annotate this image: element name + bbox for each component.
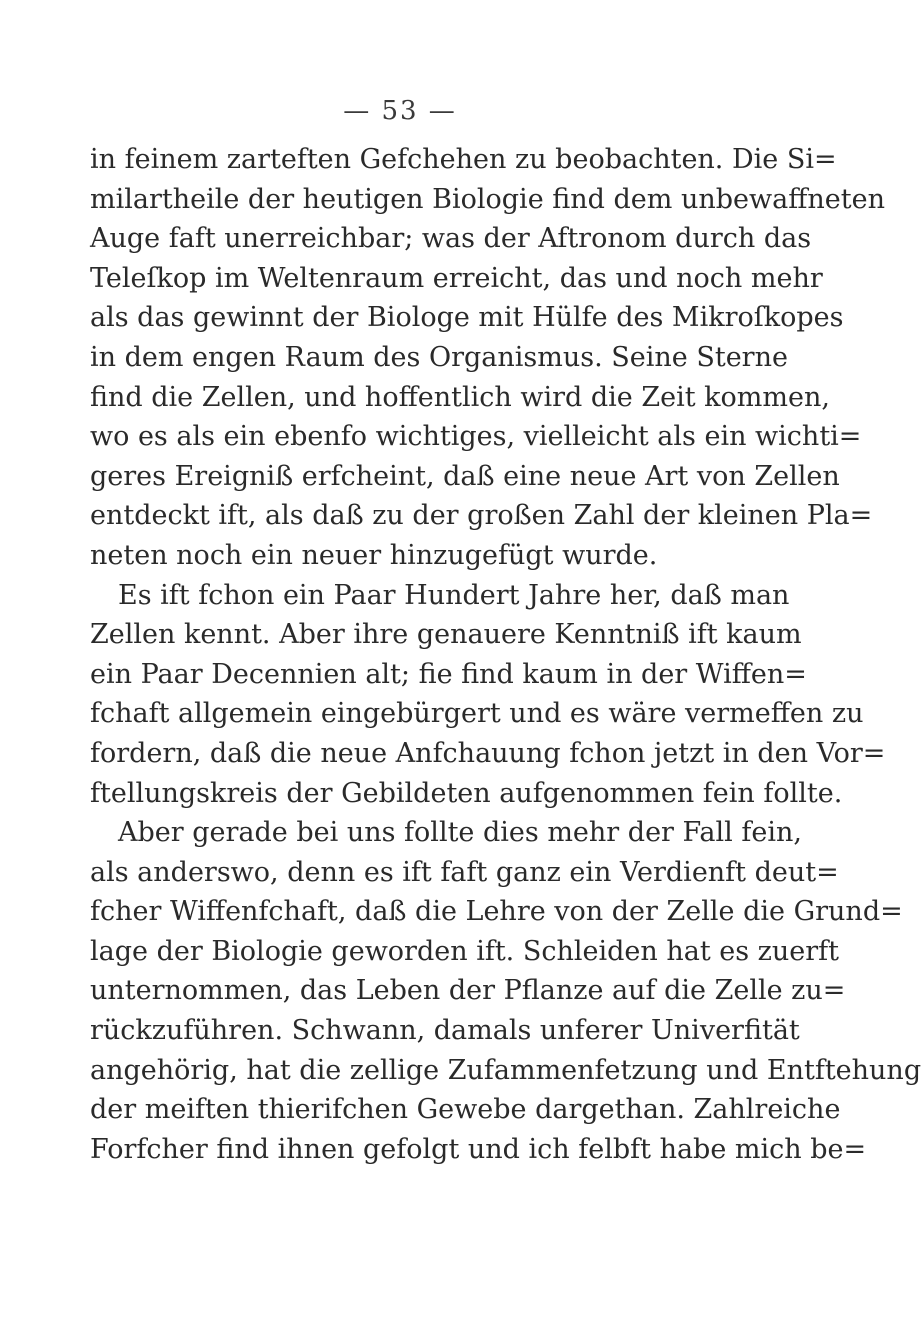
text-line: find die Zellen, und hoffentlich wird die Zeit kommen, [90,381,830,413]
text-line: Es ift fchon ein Paar Hundert Jahre her, daß man [118,579,790,611]
text-line: Teleſkop im Weltenraum erreicht, das und noch mehr [90,262,823,294]
text-line: Zellen kennt. Aber ihre genauere Kenntniß ift kaum [90,619,802,651]
text-line: fordern, daß die neue Anfchauung fchon jetzt in den Vor= [90,737,886,769]
text-line: lage der Biologie geworden ift. Schleiden hat es zuerft [90,935,840,967]
text-line: Forfcher find ihnen gefolgt und ich felbft habe mich be= [90,1133,867,1165]
text-line: fchaft allgemein eingebürgert und es wäre vermeffen zu [90,698,864,730]
text-line: neten noch ein neuer hinzugefügt wurde. [90,539,658,571]
text-line: ein Paar Decennien alt; fie find kaum in der Wiffen= [90,658,807,690]
text-line: in feinem zarteften Gefchehen zu beobachten. Die Si= [90,144,837,175]
text-line: ftellungskreis der Gebildeten aufgenommen fein follte. [90,777,843,809]
page-number: — 53 — [343,96,457,126]
text-line: der meiften thierifchen Gewebe dargethan. Zahlreiche [90,1094,841,1126]
text-line: unternommen, das Leben der Pflanze auf die Zelle zu= [90,975,846,1007]
body-text [90,140,921,1169]
text-line: Auge faft unerreichbar; was der Aftronom durch das [90,223,812,255]
text-line: als anderswo, denn es ift faft ganz ein Verdienft deut= [90,856,839,888]
text-line: angehörig, hat die zellige Zufammenfetzung und Entftehung [90,1054,921,1086]
text-line: wo es als ein ebenfo wichtiges, vielleicht als ein wichti= [90,421,862,453]
text-line: milartheile der heutigen Biologie find dem unbewaffneten [90,183,885,215]
text-line: als das gewinnt der Biologe mit Hülfe des Mikroſkopes [90,302,844,334]
text-line: rückzuführen. Schwann, damals unferer Univerfität [90,1015,800,1047]
text-line: fcher Wiffenfchaft, daß die Lehre von der Zelle die Grund= [90,896,903,928]
text-line: entdeckt ift, als daß zu der großen Zahl der kleinen Pla= [90,500,873,532]
text-line: geres Ereigniß erfcheint, daß eine neue Art von Zellen [90,460,840,492]
text-line: in dem engen Raum des Organismus. Seine Sterne [90,341,788,373]
text-line: Aber gerade bei uns follte dies mehr der Fall fein, [118,817,802,849]
